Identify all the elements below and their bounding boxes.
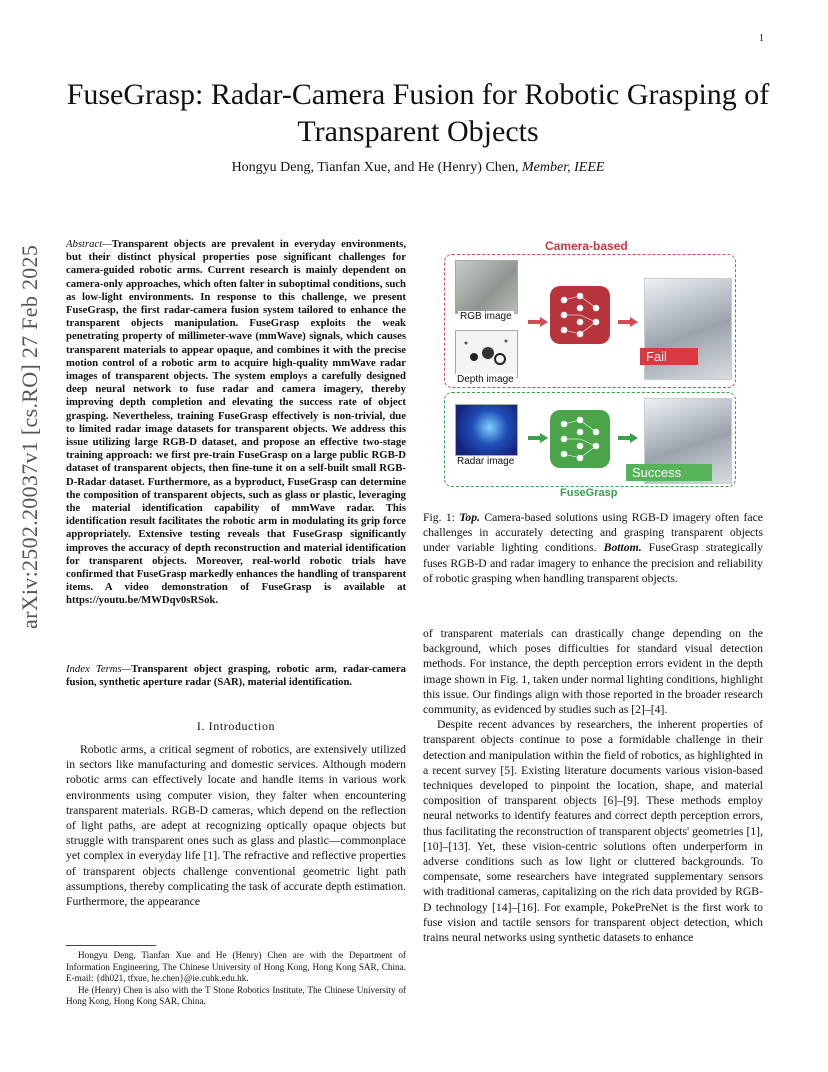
index-terms-body: Transparent object grasping, robotic arm, radar-camera fusion, synthetic aperture radar (SAR), material identification. — [66, 663, 406, 689]
body-paragraph: of transparent materials can drastically change depending on the background, which poses difficulties for standard visual detection methods. For instance, the depth perception errors evident in the depth image shown in Fig. 1, taken under normal lighting conditions, highlight this issue. Our findings align with those reported in the broader research community, as evidenced by studies such as [2]–[4]. — [423, 627, 763, 717]
arrow-right-icon — [528, 433, 548, 443]
footnotes — [66, 950, 406, 1008]
author-names: Hongyu Deng, Tianfan Xue, and He (Henry) Chen, — [231, 160, 519, 175]
caption-bottom: Bottom. — [603, 541, 642, 555]
caption-prefix: Fig. 1: — [423, 511, 460, 524]
fail-badge: Fail — [640, 348, 698, 365]
page-number: 1 — [759, 33, 764, 44]
abstract — [66, 238, 406, 608]
figure-bottom-label: FuseGrasp — [560, 487, 618, 499]
rgb-image-label: RGB image — [460, 311, 512, 322]
paper-title: FuseGrasp: Radar-Camera Fusion for Robotic Grasping of Transparent Objects — [66, 78, 770, 148]
radar-image-label: Radar image — [457, 456, 515, 467]
figure-1 — [440, 238, 742, 503]
figure-top-label: Camera-based — [545, 239, 628, 253]
arxiv-identifier: arXiv:2502.20037v1 [cs.RO] 27 Feb 2025 — [17, 244, 42, 629]
caption-text-1: Camera-based solutions using RGB-D imagery often face challenges in accurately detecting and grasping transparent objects under variable lighting conditions. — [423, 511, 763, 555]
neural-network-icon — [550, 410, 610, 468]
caption-text-2: FuseGrasp strategically fuses RGB-D and radar imagery to enhance the precision and reliability of robotic grasping when handling transparent objects. — [423, 541, 763, 585]
index-terms — [66, 663, 406, 689]
caption-top: Top. — [459, 511, 480, 524]
neural-network-icon — [550, 286, 610, 344]
rgb-image-thumbnail — [455, 260, 518, 314]
author-membership: Member, IEEE — [522, 160, 605, 175]
success-badge: Success — [626, 464, 712, 481]
radar-image-thumbnail — [455, 404, 518, 456]
footnote-affiliation-2: He (Henry) Chen is also with the T Stone Robotics Institute, The Chinese University of Hong Kong, Hong Kong SAR, China. — [66, 984, 406, 1007]
body-paragraph: Despite recent advances by researchers, the inherent properties of transparent objects continue to pose a formidable challenge in their detection and manipulation within the field of robotics, as highlighted in a recent survey [5]. Existing literature documents various vision-based techniques developed to pinpoint the location, shape, and material composition of transparent objects [6]–[9]. These methods employ neural networks to identify features and correct depth perception errors, thus facilitating the reconstruction of transparent objects' geometries [1], [10]–[13]. Yet, these vision-centric solutions often underperform in adverse conditions such as low light or cluttered backgrounds. To compensate, some researchers have integrated supplementary sensors with traditional cameras, capitalizing on the rich data provided by RGB-D technology [14]–[16]. For example, PokePreNet is the first work to fuse vision and tactile sensors for transparent object detection, which trains neural networks using synthetic datasets to enhance — [423, 718, 763, 945]
author-list — [60, 160, 776, 176]
depth-noise-graphic — [456, 331, 517, 377]
index-terms-lead: Index Terms— — [66, 663, 132, 675]
footnote-affiliation: Hongyu Deng, Tianfan Xue and He (Henry) Chen are with the Department of Information Engineering, The Chinese University of Hong Kong, Hong Kong SAR, China. E-mail: {dh021, tfxue, he.chen}@ie.cuhk.edu.hk. — [66, 950, 406, 984]
figure-caption — [423, 510, 763, 586]
arrow-right-icon — [528, 317, 548, 327]
abstract-lead: Abstract— — [66, 238, 112, 250]
section-heading: I. Introduction — [196, 719, 276, 733]
arrow-right-icon — [618, 317, 638, 327]
intro-paragraph: Robotic arms, a critical segment of robotics, are extensively utilized in sectors like manufacturing and domestic services. Although modern robotic arms can effectively locate and handle items in various work environments using computer vision, they falter when encountering transparent materials. RGB-D cameras, which depend on the reflection of light paths, are adept at recognizing optically opaque objects but struggle with transparent ones such as glass and plastic—commonplace yet complex in everyday life [1]. The refractive and reflective properties of transparent objects challenge conventional geometric light path assumptions, thereby complicating the task of accurate depth estimation. Furthermore, the appearance — [66, 743, 406, 909]
depth-image-thumbnail — [455, 330, 518, 378]
arrow-right-icon — [618, 433, 638, 443]
abstract-body: Transparent objects are prevalent in everyday environments, but their distinct physical properties pose significant challenges for camera-guided robotic arms. Current research is mainly dependent on camera-only approaches, which often falter in suboptimal conditions, such as low-light environments. In response to this challenge, we present FuseGrasp, the first radar-camera fusion system tailored to enhance the transparent objects manipulation. FuseGrasp exploits the weak penetrating property of millimeter-wave (mmWave) signals, which causes transparent materials to appear opaque, and combines it with the precise motion control of a robotic arm to acquire high-quality mmWave radar images of transparent objects. The system employs a carefully designed deep neural network to fuse radar and camera imagery, thereby improving depth completion and elevating the success rate of object grasping. Nevertheless, training FuseGrasp effectively is non-trivial, due to limited radar image datasets for transparent objects. We address this issue utilizing large RGB-D dataset, and propose an effective two-stage training approach: we first pre-train FuseGrasp on a large public RGB-D dataset of transparent objects, then fine-tune it on a self-built small RGB-D-Radar dataset. Furthermore, as a byproduct, FuseGrasp can determine the composition of transparent objects, such as glass or plastic, leveraging the material identification capability of mmWave radar. This identification result facilitates the robotic arm in modulating its grip force appropriately. Extensive testing reveals that FuseGrasp significantly improves the accuracy of depth reconstruction and material identification for transparent objects. Moreover, real-world robotic trials have confirmed that FuseGrasp markedly enhances the handling of transparent items. A video demonstration of FuseGrasp is available at https://youtu.be/MWDqv0sRSok. — [66, 238, 406, 607]
right-column-text — [423, 626, 763, 945]
depth-image-label: Depth image — [457, 374, 514, 385]
